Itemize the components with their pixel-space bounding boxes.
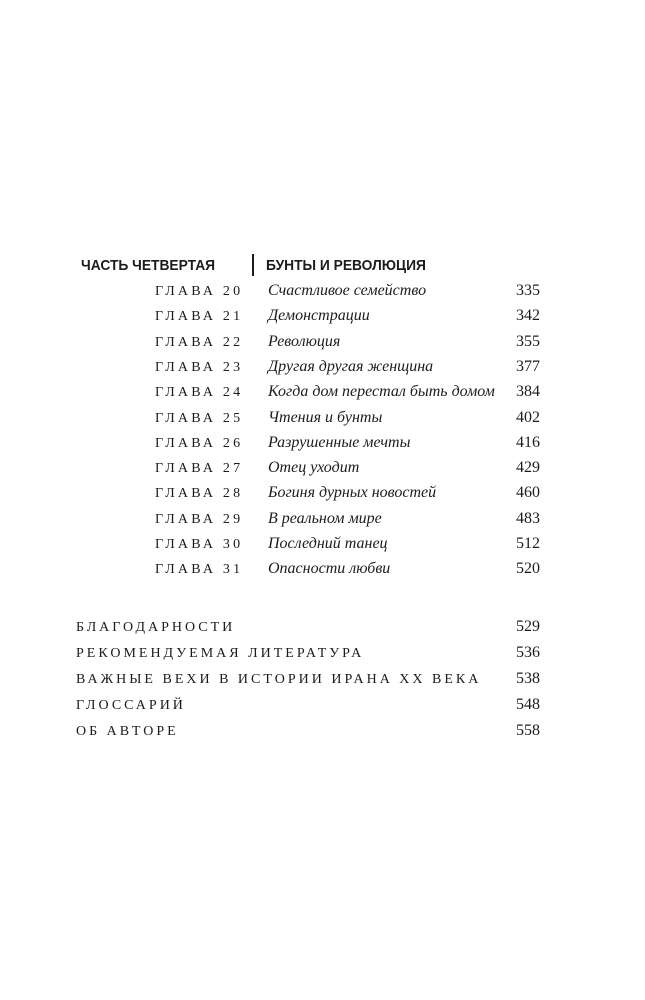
chapter-label: ГЛАВА 25: [155, 410, 244, 426]
chapter-page: 429: [516, 459, 540, 477]
chapter-row[interactable]: [0, 358, 645, 383]
part-divider: [252, 254, 254, 276]
chapter-page: 512: [516, 535, 540, 552]
chapter-title: Опасности любви: [268, 560, 391, 578]
chapter-row[interactable]: [0, 307, 645, 332]
chapter-title: Когда дом перестал быть домом: [268, 383, 495, 401]
chapter-label: ГЛАВА 29: [155, 511, 244, 527]
back-matter-label: ГЛОССАРИЙ: [76, 698, 186, 713]
chapter-label: ГЛАВА 27: [155, 461, 244, 477]
chapter-row[interactable]: [0, 383, 645, 408]
chapter-row[interactable]: [0, 282, 645, 307]
back-matter-page: 529: [516, 618, 540, 635]
chapter-row[interactable]: [0, 459, 645, 484]
chapter-label: ГЛАВА 26: [155, 435, 244, 451]
back-matter-row[interactable]: [0, 722, 645, 748]
chapter-row[interactable]: [0, 510, 645, 535]
chapter-page: 335: [516, 282, 540, 299]
chapter-label: ГЛАВА 28: [155, 486, 244, 502]
chapter-page: 520: [516, 560, 540, 578]
chapter-title: Демонстрации: [268, 307, 370, 325]
chapter-title: В реальном мире: [268, 509, 382, 527]
part-title: БУНТЫ И РЕВОЛЮЦИЯ: [266, 256, 426, 274]
back-matter-label: БЛАГОДАРНОСТИ: [76, 620, 236, 635]
chapter-page: 416: [516, 433, 540, 451]
back-matter-row[interactable]: [0, 644, 645, 670]
back-matter-row[interactable]: [0, 618, 645, 644]
chapter-row[interactable]: [0, 333, 645, 358]
chapter-label: ГЛАВА 31: [155, 562, 244, 578]
chapter-row[interactable]: [0, 409, 645, 434]
back-matter-page: 558: [516, 722, 540, 739]
chapter-label: ГЛАВА 24: [155, 385, 244, 401]
chapter-title: Богиня дурных новостей: [268, 484, 437, 502]
part-label: ЧАСТЬ ЧЕТВЕРТАЯ: [81, 256, 216, 274]
chapter-page: 342: [516, 307, 540, 325]
chapter-label: ГЛАВА 21: [155, 309, 244, 325]
chapter-label: ГЛАВА 30: [155, 537, 244, 552]
chapter-title: Разрушенные мечты: [268, 433, 411, 451]
chapter-page: 355: [516, 332, 540, 350]
back-matter-page: 548: [516, 696, 540, 713]
back-matter-page: 538: [516, 670, 540, 687]
chapter-title: Чтения и бунты: [268, 408, 383, 426]
part-header: [81, 250, 581, 280]
chapter-title: Отец уходит: [268, 459, 360, 477]
chapter-label: ГЛАВА 23: [155, 359, 244, 375]
chapter-title: Счастливое семейство: [268, 282, 427, 299]
chapter-row[interactable]: [0, 434, 645, 459]
chapter-title: Последний танец: [268, 535, 388, 552]
chapter-label: ГЛАВА 20: [155, 284, 244, 299]
chapter-row[interactable]: [0, 535, 645, 560]
chapter-page: 384: [516, 383, 540, 401]
back-matter-label: РЕКОМЕНДУЕМАЯ ЛИТЕРАТУРА: [76, 646, 365, 661]
back-matter-row[interactable]: [0, 670, 645, 696]
chapter-row[interactable]: [0, 484, 645, 509]
chapter-page: 402: [516, 408, 540, 426]
back-matter-page: 536: [516, 644, 540, 661]
back-matter-label: ВАЖНЫЕ ВЕХИ В ИСТОРИИ ИРАНА XX ВЕКА: [76, 672, 482, 687]
chapter-page: 460: [516, 484, 540, 502]
chapter-label: ГЛАВА 22: [155, 334, 244, 350]
chapter-title: Революция: [268, 332, 341, 350]
chapter-title: Другая другая женщина: [268, 357, 434, 375]
back-matter-label: ОБ АВТОРЕ: [76, 724, 179, 739]
chapter-row[interactable]: [0, 560, 645, 585]
back-matter-row[interactable]: [0, 696, 645, 722]
chapter-page: 483: [516, 509, 540, 527]
chapter-page: 377: [516, 357, 540, 375]
